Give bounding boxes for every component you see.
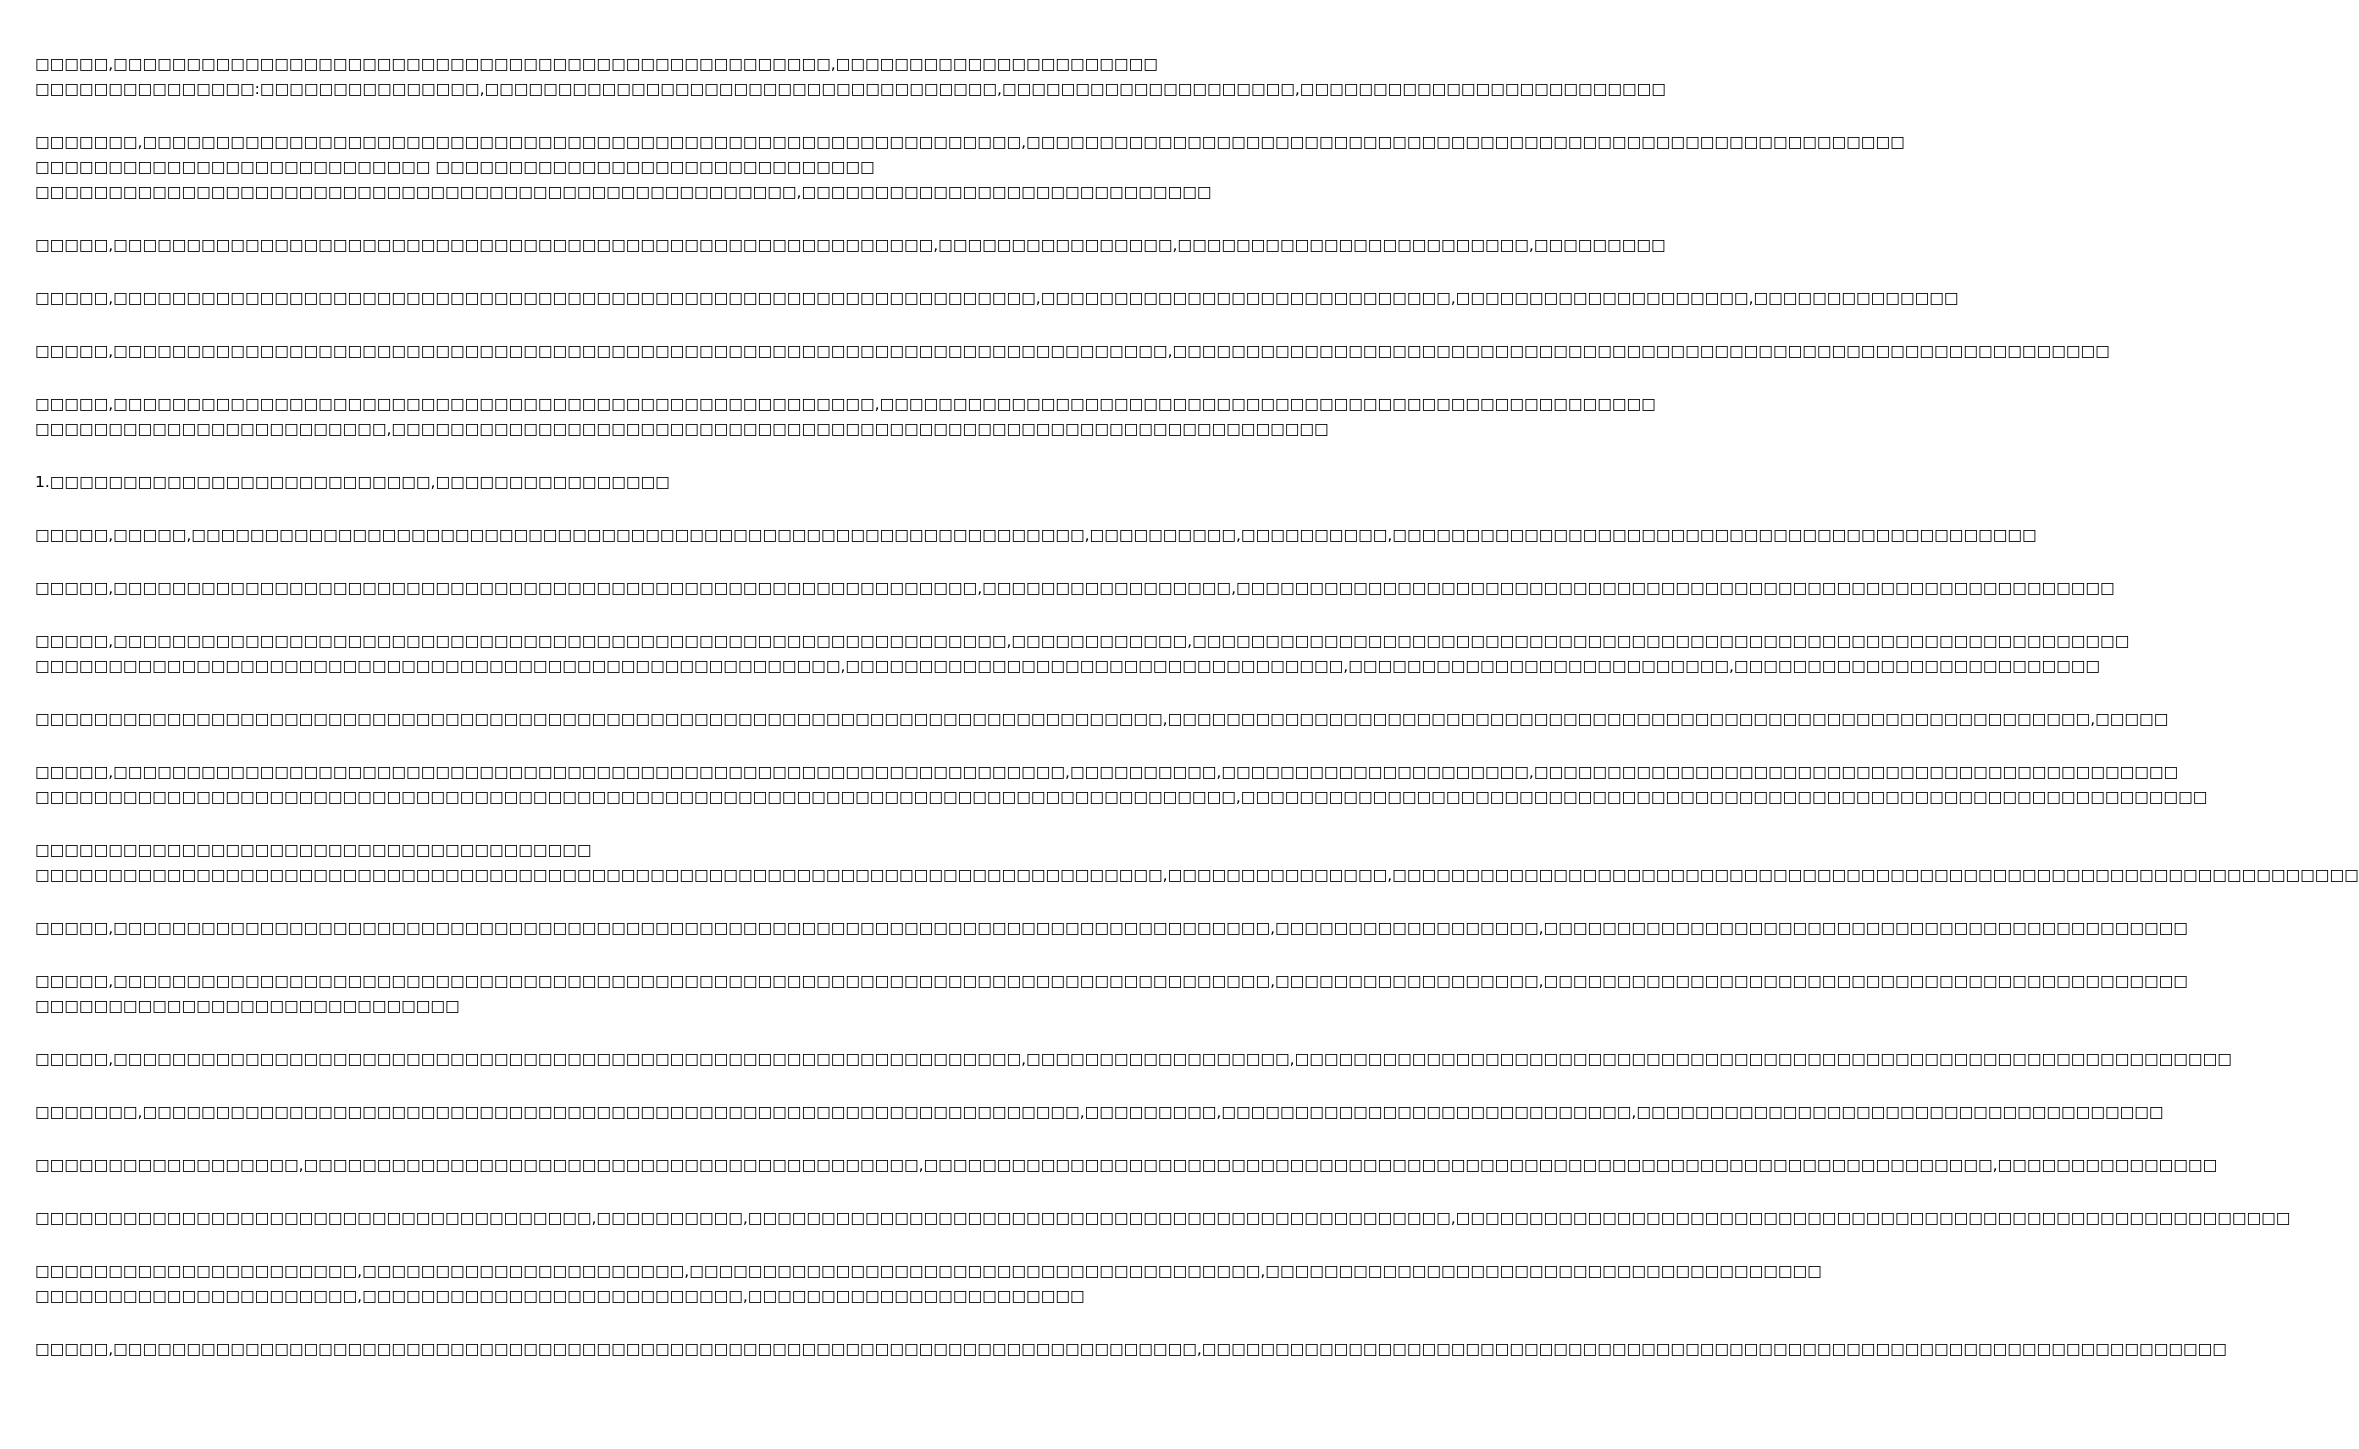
text-line: □□□□□□□□□□□□□□□□□□□□□□□□,□□□□□□□□□□□□□□□□□□□□□□□□□□□□□□□□□□□□□□□□□□□□□□□□□□□□□□□□□□□□□□□□ <box>35 420 1329 438</box>
text-line: □□□□□,□□□□□□□□□□□□□□□□□□□□□□□□□□□□□□□□□□□□□□□□□□□□□□□□□□□□□□□□□□□□□□□□□□□□□□□□□□,□□□□□□□□□□□□□□□□□□□□□□□□□□□□□□□□□□□□□□□□□□□□□□□□□□□□□□□□□□□□□□□□□□□□□□ <box>35 1340 2227 1358</box>
paragraph <box>35 286 1959 311</box>
text-line: □□□□□□□□□□□□□□□□□□□□□□□□□□□□□□□□□□□□□□□□□□□□□□□□□□□□□□□□□□□□□□□□□□□□□□□□□□□□□,□□□□□□□□□□□□□□□,□□□□□□□□□□□□□□□□□□□□□□□□□□□□□□□□□□□□□□□□□□□□□□□□□□□□□□□□□□□□□□□□□□ <box>35 866 2359 884</box>
text-line: □□□□□□□□□□□□□□□□□□□□□□□□□□□□□□□□□□□□□□□□□□□□□□□□□□□□,□□□□□□□□□□□□□□□□□□□□□□□□□□□□ <box>35 183 1212 201</box>
text-line: □□□□□□□,□□□□□□□□□□□□□□□□□□□□□□□□□□□□□□□□□□□□□□□□□□□□□□□□□□□□□□□□□□□□□□□□,□□□□□□□□□,□□□□□□□□□□□□□□□□□□□□□□□□□□□□,□□□□□□□□□□□□□□□□□□□□□□□□□□□□□□□□□□□□ <box>35 1103 2164 1121</box>
paragraph <box>35 1153 2218 1178</box>
paragraph <box>35 339 2110 364</box>
paragraph <box>35 52 1666 102</box>
document-body <box>35 52 2359 1390</box>
text-line: □□□□□□□,□□□□□□□□□□□□□□□□□□□□□□□□□□□□□□□□□□□□□□□□□□□□□□□□□□□□□□□□□□□□,□□□□□□□□□□□□□□□□□□□□□□□□□□□□□□□□□□□□□□□□□□□□□□□□□□□□□□□□□□□□ <box>35 133 1905 151</box>
paragraph <box>35 1047 2232 1072</box>
text-line: □□□□□,□□□□□,□□□□□□□□□□□□□□□□□□□□□□□□□□□□□□□□□□□□□□□□□□□□□□□□□□□□□□□□□□□□□,□□□□□□□□□□,□□□□□□□□□□,□□□□□□□□□□□□□□□□□□□□□□□□□□□□□□□□□□□□□□□□□□□□ <box>35 526 2037 544</box>
paragraph <box>35 969 2188 1019</box>
paragraph <box>35 916 2188 941</box>
text-line: □□□□□□□□□□□□□□□□□□,□□□□□□□□□□□□□□□□□□□□□□□□□□□□□□□□□□□□□□□□□□,□□□□□□□□□□□□□□□□□□□□□□□□□□□□□□□□□□□□□□□□□□□□□□□□□□□□□□□□□□□□□□□□□□□□□□□□□,□□□□□□□□□□□□□□□ <box>35 1156 2218 1174</box>
text-line: □□□□□,□□□□□□□□□□□□□□□□□□□□□□□□□□□□□□□□□□□□□□□□□□□□□□□□□□□□□□□□,□□□□□□□□□□□□□□□□,□□□□□□□□□□□□□□□□□□□□□□□□,□□□□□□□□□ <box>35 236 1666 254</box>
text-line: □□□□□,□□□□□□□□□□□□□□□□□□□□□□□□□□□□□□□□□□□□□□□□□□□□□□□□□□□□□□□□□□□□□□□□□□□□□□□□,□□□□□□□□□□□□□□□□□□□□□□□□□□□□□□□□□□□□□□□□□□□□□□□□□□□□□□□□□□□□□□□□ <box>35 342 2110 360</box>
text-line: □□□□□,□□□□□□□□□□□□□□□□□□□□□□□□□□□□□□□□□□□□□□□□□□□□□□□□□□□□□□□□□□□□□□□□□□□□□□□□□□□□□□□,□□□□□□□□□□□□□□□□□□,□□□□□□□□□□□□□□□□□□□□□□□□□□□□□□□□□□□□□□□□□□□□ <box>35 919 2188 937</box>
text-line: □□□□□,□□□□□□□□□□□□□□□□□□□□□□□□□□□□□□□□□□□□□□□□□□□□□□□□□,□□□□□□□□□□□□□□□□□□□□□□ <box>35 55 1158 73</box>
text-line: □□□□□□□□□□□□□□□□□□□□□□□□□□□ □□□□□□□□□□□□□□□□□□□□□□□□□□□□□□ <box>35 158 875 176</box>
text-line: 1.□□□□□□□□□□□□□□□□□□□□□□□□□□,□□□□□□□□□□□□□□□□ <box>35 473 670 491</box>
text-line: □□□□□□□□□□□□□□□□□□□□□□□□□□□□□□□□□□□□□□□□□□□□□□□□□□□□□□□,□□□□□□□□□□□□□□□□□□□□□□□□□□□□□□□□□□,□□□□□□□□□□□□□□□□□□□□□□□□□□,□□□□□□□□□□□□□□□□□□□□□□□□□ <box>35 657 2101 675</box>
paragraph <box>35 576 2115 601</box>
paragraph <box>35 523 2037 548</box>
text-line: □□□□□□□□□□□□□□□□□□□□□□□□□□□□□□□□□□□□□□□□□□□□□□□□□□□□□□□□□□□□□□□□□□□□□□□□□□□□□,□□□□□□□□□□□□□□□□□□□□□□□□□□□□□□□□□□□□□□□□□□□□□□□□□□□□□□□□□□□□□□□,□□□□□ <box>35 710 2169 728</box>
paragraph <box>35 392 1656 442</box>
text-line: □□□□□□□□□□□□□□□□□□□□□□□□□□□□□□□□□□□□□□□□□□□□□□□□□□□□□□□□□□□□□□□□□□□□□□□□□□□□□□□□□□,□□□□□□□□□□□□□□□□□□□□□□□□□□□□□□□□□□□□□□□□□□□□□□□□□□□□□□□□□□□□□□□□□□ <box>35 788 2208 806</box>
paragraph <box>35 629 2130 679</box>
paragraph <box>35 838 2359 888</box>
text-line: □□□□□,□□□□□□□□□□□□□□□□□□□□□□□□□□□□□□□□□□□□□□□□□□□□□□□□□□□□□□□□□□□□□□□□□□□□□□□□□□□□□□□,□□□□□□□□□□□□□□□□□□,□□□□□□□□□□□□□□□□□□□□□□□□□□□□□□□□□□□□□□□□□□□□ <box>35 972 2188 990</box>
text-line: □□□□□,□□□□□□□□□□□□□□□□□□□□□□□□□□□□□□□□□□□□□□□□□□□□□□□□□□□□□□□□□□□□□□□□□,□□□□□□□□□□,□□□□□□□□□□□□□□□□□□□□□,□□□□□□□□□□□□□□□□□□□□□□□□□□□□□□□□□□□□□□□□□□□□ <box>35 763 2179 781</box>
text-line: □□□□□□□□□□□□□□□□□□□□□□□□□□□□□□□□□□□□□□ <box>35 841 592 859</box>
paragraph <box>35 707 2169 732</box>
text-line: □□□□□,□□□□□□□□□□□□□□□□□□□□□□□□□□□□□□□□□□□□□□□□□□□□□□□□□□□□,□□□□□□□□□□□□□□□□□□□□□□□□□□□□□□□□□□□□□□□□□□□□□□□□□□□□□ <box>35 395 1656 413</box>
text-line: □□□□□□□□□□□□□□□□□□□□□□,□□□□□□□□□□□□□□□□□□□□□□,□□□□□□□□□□□□□□□□□□□□□□□□□□□□□□□□□□□□□□□,□□□□□□□□□□□□□□□□□□□□□□□□□□□□□□□□□□□□□□ <box>35 1262 1822 1280</box>
paragraph <box>35 760 2208 810</box>
paragraph <box>35 233 1666 258</box>
paragraph <box>35 130 1905 205</box>
text-line: □□□□□□□□□□□□□□□□□□□□□□□□□□□□□□□□□□□□□□,□□□□□□□□□□,□□□□□□□□□□□□□□□□□□□□□□□□□□□□□□□□□□□□□□□□□□□□□□□□,□□□□□□□□□□□□□□□□□□□□□□□□□□□□□□□□□□□□□□□□□□□□□□□□□□□□□□□□□ <box>35 1209 2291 1227</box>
text-line: □□□□□□□□□□□□□□□□□□□□□□,□□□□□□□□□□□□□□□□□□□□□□□□□□,□□□□□□□□□□□□□□□□□□□□□□□ <box>35 1287 1085 1305</box>
paragraph <box>35 1206 2291 1231</box>
text-line: □□□□□□□□□□□□□□□□□□□□□□□□□□□□□ <box>35 997 460 1015</box>
text-line: □□□□□□□□□□□□□□□:□□□□□□□□□□□□□□□,□□□□□□□□□□□□□□□□□□□□□□□□□□□□□□□□□□□,□□□□□□□□□□□□□□□□□□□□,□□□□□□□□□□□□□□□□□□□□□□□□□ <box>35 80 1666 98</box>
paragraph <box>35 1100 2164 1125</box>
paragraph <box>35 1259 1822 1309</box>
text-line: □□□□□,□□□□□□□□□□□□□□□□□□□□□□□□□□□□□□□□□□□□□□□□□□□□□□□□□□□□□□□□□□□□□,□□□□□□□□□□□□,□□□□□□□□□□□□□□□□□□□□□□□□□□□□□□□□□□□□□□□□□□□□□□□□□□□□□□□□□□□□□□□□ <box>35 632 2130 650</box>
text-line: □□□□□,□□□□□□□□□□□□□□□□□□□□□□□□□□□□□□□□□□□□□□□□□□□□□□□□□□□□□□□□□□□□□□□,□□□□□□□□□□□□□□□□□□□□□□□□□□□□,□□□□□□□□□□□□□□□□□□□□,□□□□□□□□□□□□□□ <box>35 289 1959 307</box>
text-line: □□□□□,□□□□□□□□□□□□□□□□□□□□□□□□□□□□□□□□□□□□□□□□□□□□□□□□□□□□□□□□□□□,□□□□□□□□□□□□□□□□□,□□□□□□□□□□□□□□□□□□□□□□□□□□□□□□□□□□□□□□□□□□□□□□□□□□□□□□□□□□□□ <box>35 579 2115 597</box>
text-line: □□□□□,□□□□□□□□□□□□□□□□□□□□□□□□□□□□□□□□□□□□□□□□□□□□□□□□□□□□□□□□□□□□□□,□□□□□□□□□□□□□□□□□□,□□□□□□□□□□□□□□□□□□□□□□□□□□□□□□□□□□□□□□□□□□□□□□□□□□□□□□□□□□□□□□□□ <box>35 1050 2232 1068</box>
paragraph <box>35 1337 2227 1362</box>
paragraph <box>35 470 989 495</box>
